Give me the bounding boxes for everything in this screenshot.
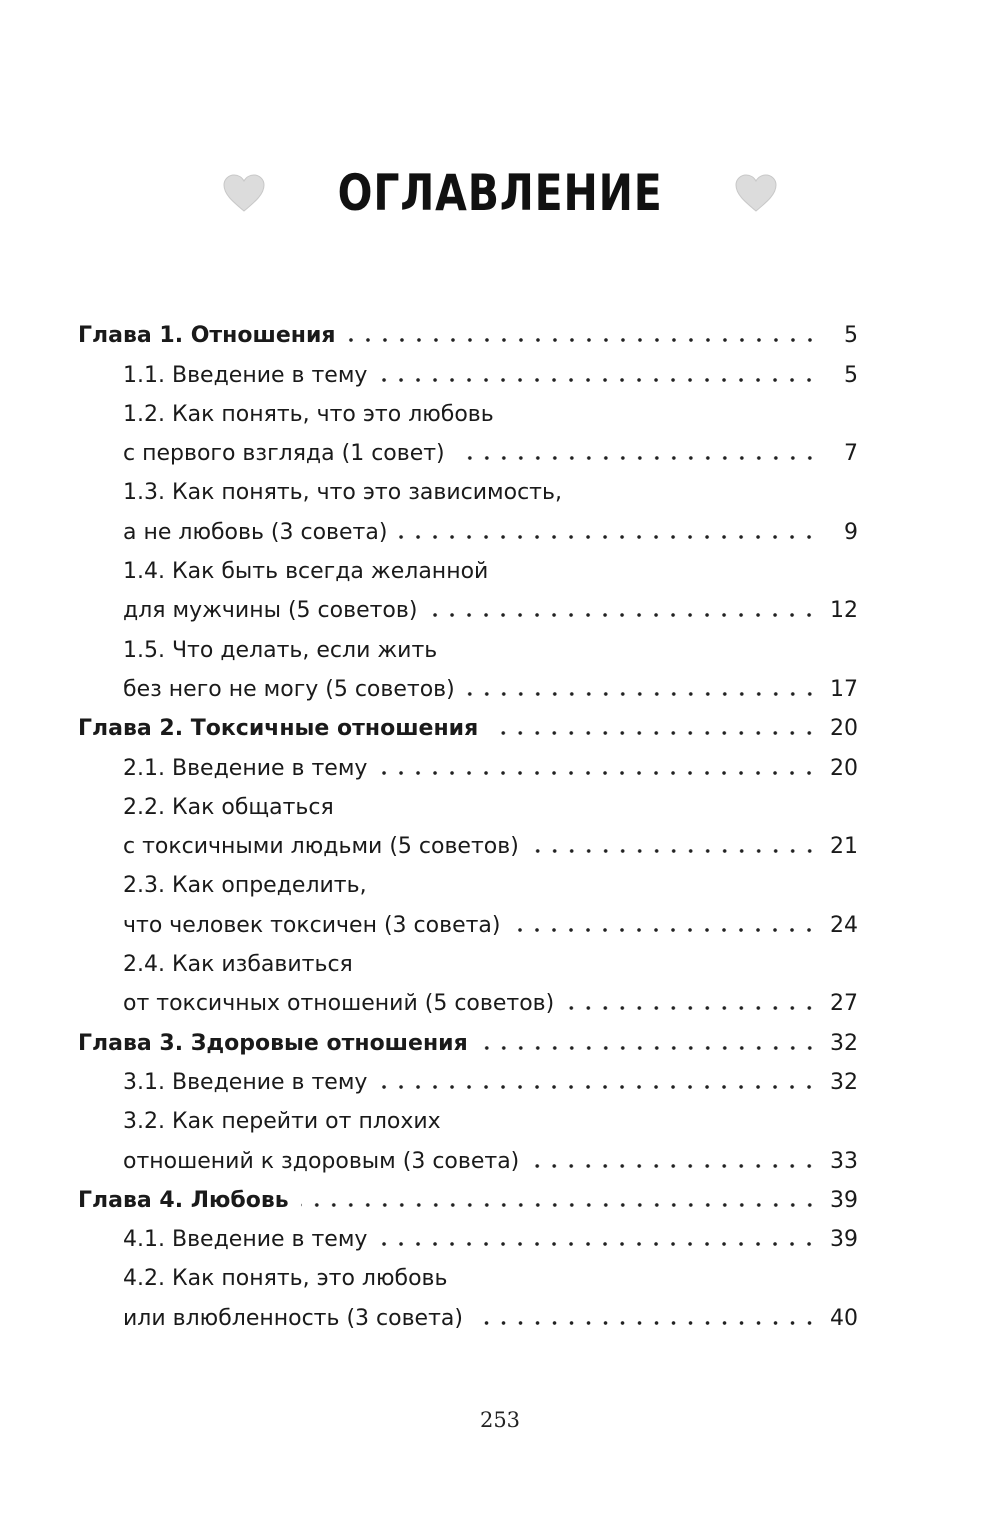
toc-entry-page: 39 bbox=[830, 1187, 858, 1213]
toc-section-entry[interactable] bbox=[78, 622, 858, 661]
toc-entry-label: а не любовь (3 совета) bbox=[123, 519, 388, 545]
toc-section-entry[interactable] bbox=[78, 347, 858, 386]
dot-leader bbox=[457, 456, 818, 460]
toc-entry-page: 27 bbox=[830, 991, 858, 1017]
heart-icon bbox=[222, 173, 266, 213]
toc-section-entry[interactable] bbox=[78, 937, 858, 976]
toc-entry-page: 5 bbox=[844, 362, 858, 388]
dot-leader bbox=[531, 1164, 818, 1168]
toc-entry-page: 5 bbox=[844, 323, 858, 349]
toc-entry-label: 1.3. Как понять, что это зависимость, bbox=[123, 480, 562, 506]
toc-section-entry[interactable] bbox=[78, 976, 858, 1015]
table-of-contents bbox=[78, 308, 858, 1330]
dot-leader bbox=[512, 928, 818, 932]
page-number: 253 bbox=[479, 1408, 521, 1432]
toc-section-entry[interactable] bbox=[78, 1251, 858, 1290]
toc-entry-label: с первого взгляда (1 совет) bbox=[123, 441, 445, 467]
toc-section-entry[interactable] bbox=[78, 780, 858, 819]
title-block bbox=[0, 164, 1000, 222]
toc-entry-page: 33 bbox=[830, 1148, 858, 1174]
toc-entry-label: Глава 1. Отношения bbox=[78, 323, 336, 349]
dot-leader bbox=[429, 613, 818, 617]
toc-entry-page: 20 bbox=[830, 716, 858, 742]
toc-section-entry[interactable] bbox=[78, 426, 858, 465]
toc-entry-page: 12 bbox=[830, 598, 858, 624]
toc-section-entry[interactable] bbox=[78, 1055, 858, 1094]
toc-section-entry[interactable] bbox=[78, 1133, 858, 1172]
dot-leader bbox=[379, 378, 818, 382]
dot-leader bbox=[348, 338, 818, 342]
toc-entry-label: 2.4. Как избавиться bbox=[123, 952, 353, 978]
toc-chapter-entry[interactable] bbox=[78, 308, 858, 347]
toc-entry-page: 32 bbox=[830, 1069, 858, 1095]
toc-entry-label: Глава 2. Токсичные отношения bbox=[78, 716, 479, 742]
toc-entry-label: или влюбленность (3 совета) bbox=[123, 1305, 463, 1331]
toc-entry-page: 39 bbox=[830, 1227, 858, 1253]
toc-section-entry[interactable] bbox=[78, 1212, 858, 1251]
toc-entry-label: 1.5. Что делать, если жить bbox=[123, 637, 438, 663]
toc-entry-label: 4.1. Введение в тему bbox=[123, 1227, 368, 1253]
toc-entry-label: для мужчины (5 советов) bbox=[123, 598, 418, 624]
toc-entry-page: 21 bbox=[830, 834, 858, 860]
toc-section-entry[interactable] bbox=[78, 662, 858, 701]
dot-leader bbox=[475, 1321, 818, 1325]
dot-leader bbox=[531, 849, 818, 853]
toc-entry-label: без него не могу (5 советов) bbox=[123, 676, 455, 702]
toc-entry-label: 2.1. Введение в тему bbox=[123, 755, 368, 781]
page-title: ОГЛАВЛЕНИЕ bbox=[337, 164, 663, 222]
toc-entry-page: 9 bbox=[844, 519, 858, 545]
dot-leader bbox=[379, 771, 818, 775]
toc-section-entry[interactable] bbox=[78, 819, 858, 858]
toc-section-entry[interactable] bbox=[78, 1094, 858, 1133]
toc-section-entry[interactable] bbox=[78, 544, 858, 583]
toc-entry-label: 3.2. Как перейти от плохих bbox=[123, 1109, 441, 1135]
toc-entry-page: 17 bbox=[830, 676, 858, 702]
toc-entry-label: Глава 4. Любовь bbox=[78, 1187, 289, 1213]
dot-leader bbox=[480, 1046, 818, 1050]
toc-entry-label: с токсичными людьми (5 советов) bbox=[123, 834, 519, 860]
toc-entry-label: 2.2. Как общаться bbox=[123, 794, 334, 820]
toc-section-entry[interactable] bbox=[78, 897, 858, 936]
toc-section-entry[interactable] bbox=[78, 583, 858, 622]
toc-entry-label: 1.2. Как понять, что это любовь bbox=[123, 401, 494, 427]
toc-entry-label: от токсичных отношений (5 советов) bbox=[123, 991, 555, 1017]
toc-entry-label: Глава 3. Здоровые отношения bbox=[78, 1030, 468, 1056]
dot-leader bbox=[379, 1085, 818, 1089]
toc-entry-page: 32 bbox=[830, 1030, 858, 1056]
toc-entry-page: 40 bbox=[830, 1305, 858, 1331]
toc-entry-label: 3.1. Введение в тему bbox=[123, 1069, 368, 1095]
toc-section-entry[interactable] bbox=[78, 465, 858, 504]
toc-entry-label: отношений к здоровым (3 совета) bbox=[123, 1148, 520, 1174]
dot-leader bbox=[301, 1203, 818, 1207]
toc-section-entry[interactable] bbox=[78, 858, 858, 897]
toc-section-entry[interactable] bbox=[78, 387, 858, 426]
toc-chapter-entry[interactable] bbox=[78, 1173, 858, 1212]
toc-entry-label: 1.4. Как быть всегда желанной bbox=[123, 559, 489, 585]
toc-entry-label: 4.2. Как понять, это любовь bbox=[123, 1266, 448, 1292]
dot-leader bbox=[379, 1242, 818, 1246]
toc-entry-page: 24 bbox=[830, 912, 858, 938]
toc-section-entry[interactable] bbox=[78, 740, 858, 779]
toc-entry-label: 2.3. Как определить, bbox=[123, 873, 367, 899]
dot-leader bbox=[399, 535, 818, 539]
toc-chapter-entry[interactable] bbox=[78, 1015, 858, 1054]
heart-icon bbox=[734, 173, 778, 213]
toc-entry-label: что человек токсичен (3 совета) bbox=[123, 912, 501, 938]
toc-entry-page: 20 bbox=[830, 755, 858, 781]
toc-entry-page: 7 bbox=[844, 441, 858, 467]
toc-section-entry[interactable] bbox=[78, 1290, 858, 1329]
toc-section-entry[interactable] bbox=[78, 504, 858, 543]
toc-chapter-entry[interactable] bbox=[78, 701, 858, 740]
toc-entry-label: 1.1. Введение в тему bbox=[123, 362, 368, 388]
dot-leader bbox=[566, 1006, 818, 1010]
dot-leader bbox=[490, 731, 818, 735]
dot-leader bbox=[467, 692, 818, 696]
